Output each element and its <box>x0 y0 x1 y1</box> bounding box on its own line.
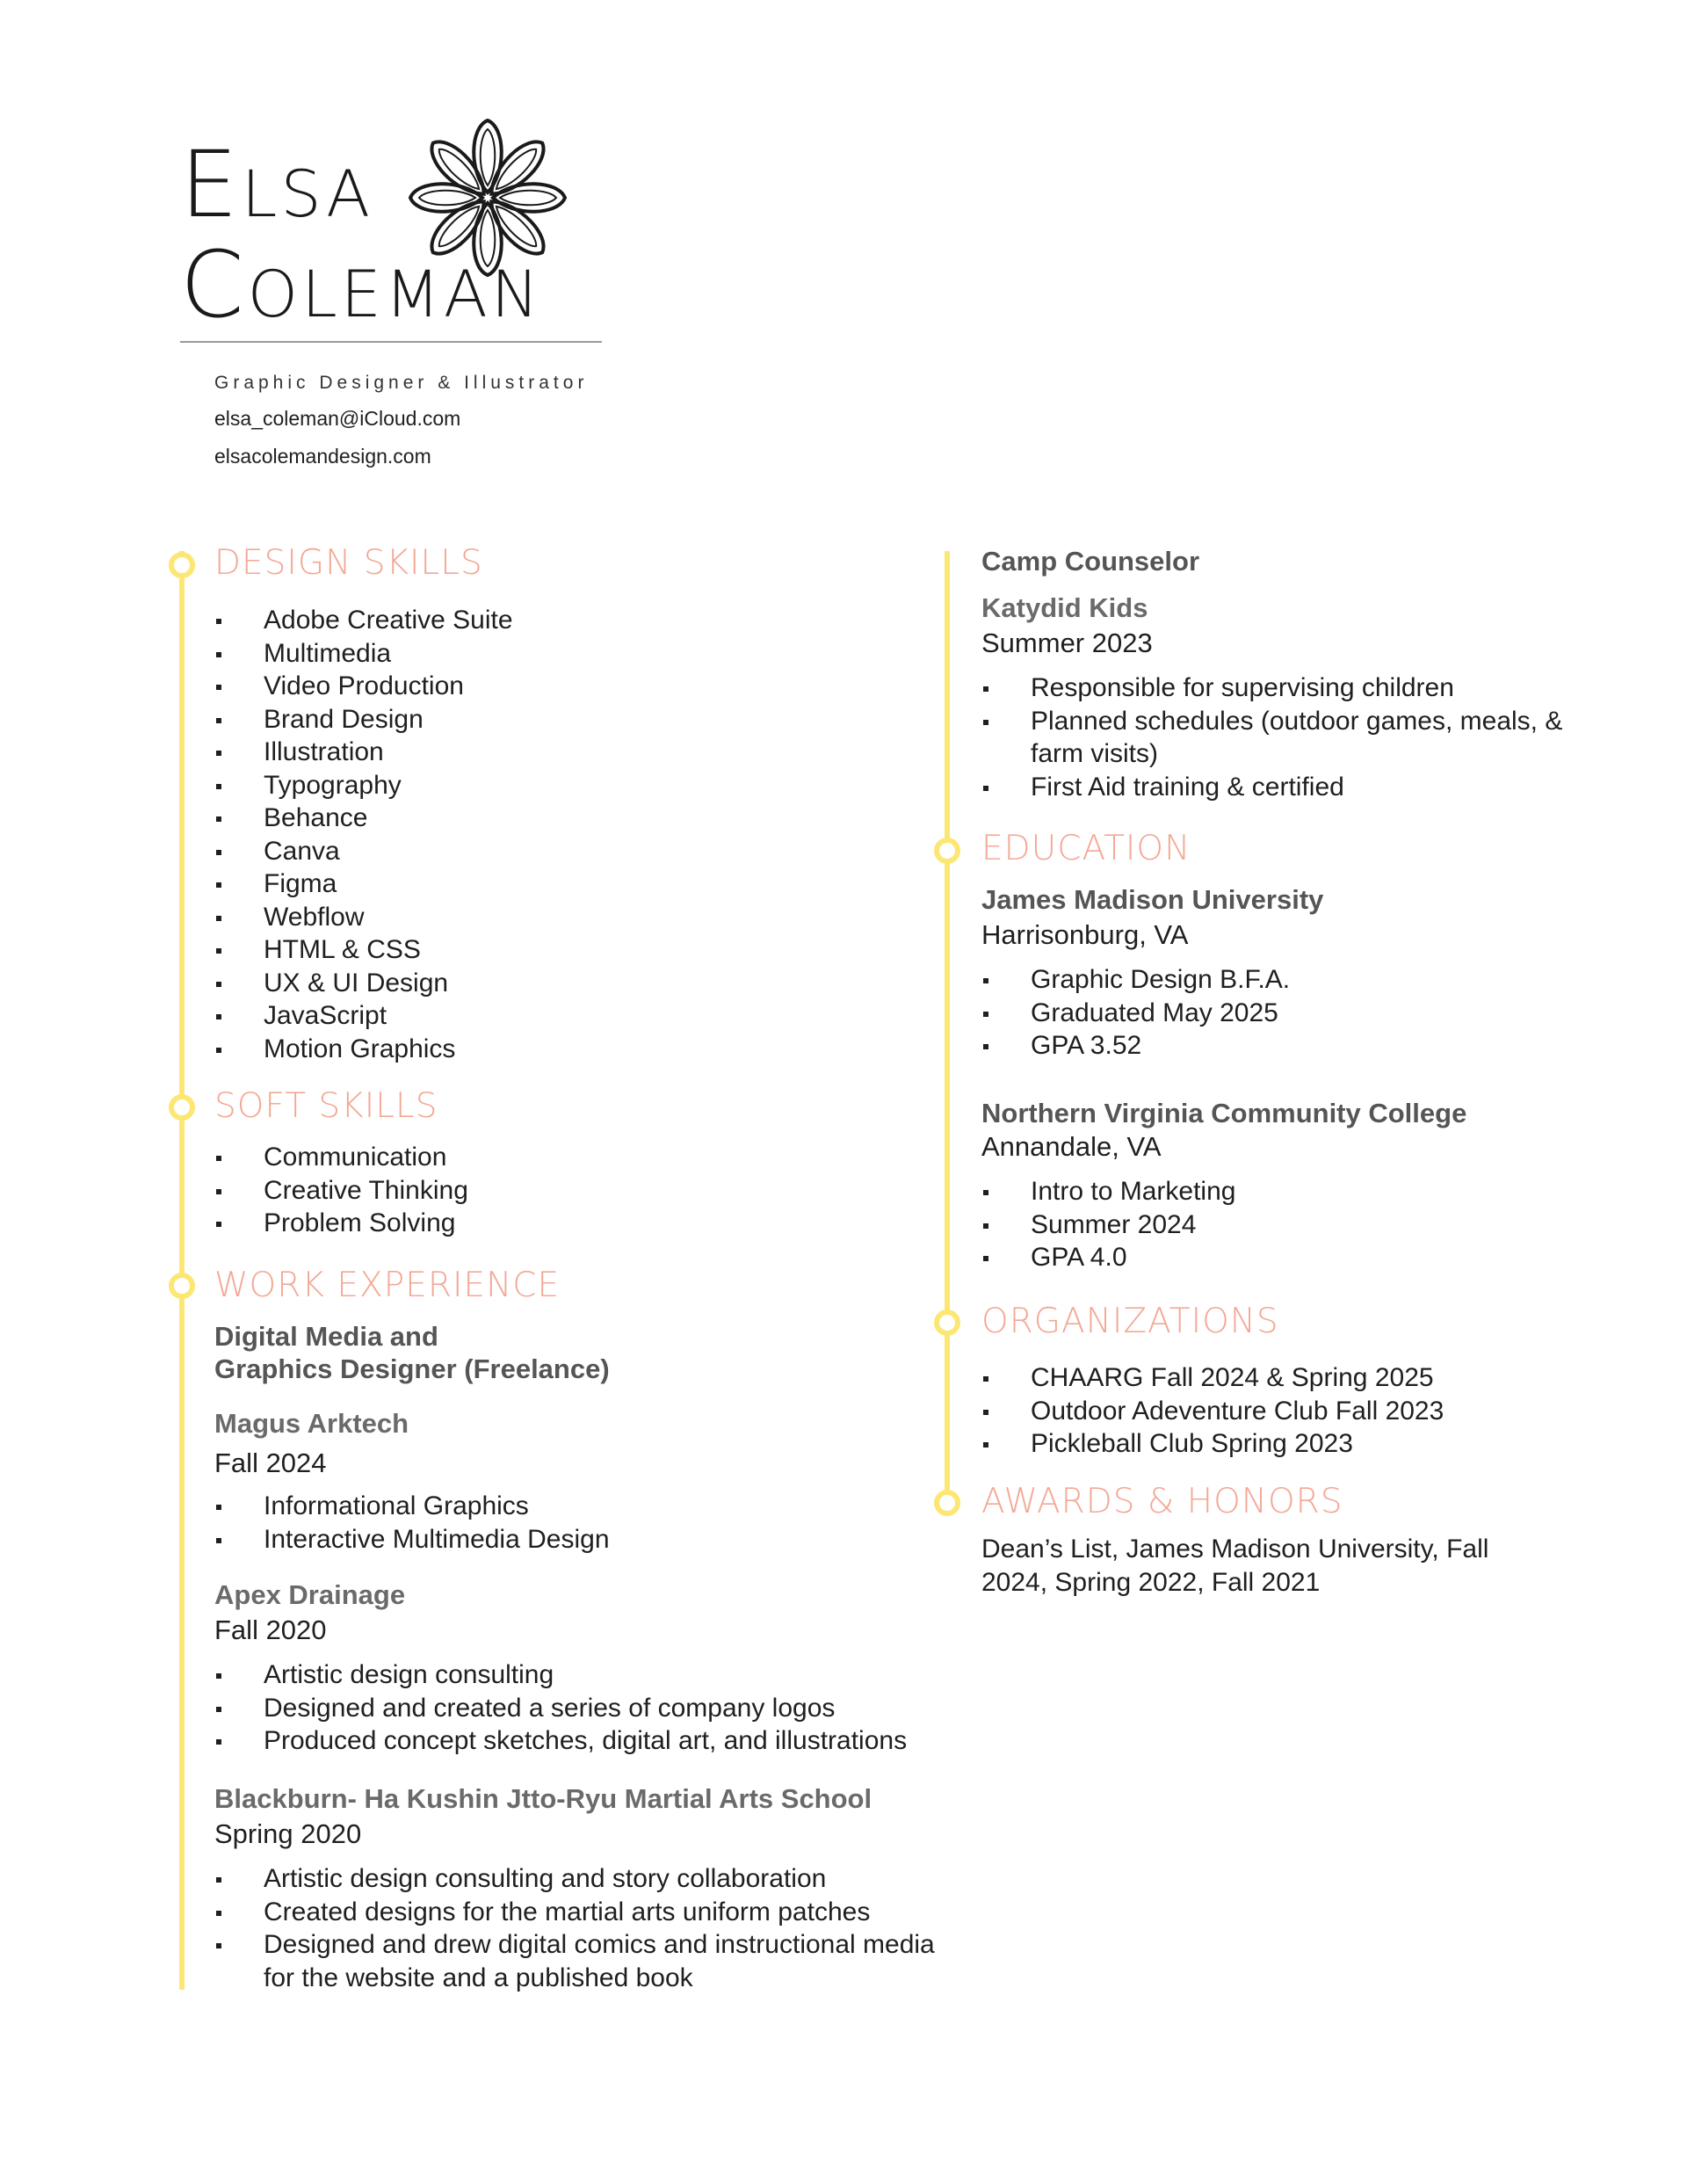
list-item: Brand Design <box>214 703 917 736</box>
timeline-dot-work <box>169 1273 195 1299</box>
freelance-role <box>214 1320 917 1385</box>
school-name: Northern Virginia Community College <box>981 1098 1467 1128</box>
timeline-right <box>945 551 950 1502</box>
design-skills-heading: DESIGN SKILLS <box>214 543 483 583</box>
list-item: Designed and drew digital comics and instructional media for the website and a published book <box>214 1928 944 1994</box>
list-item: JavaScript <box>214 999 917 1033</box>
list-item: Creative Thinking <box>214 1174 917 1208</box>
education-entry <box>981 1097 1649 1274</box>
list-item: Adobe Creative Suite <box>214 604 917 637</box>
list-item: Motion Graphics <box>214 1033 917 1066</box>
job-date: Summer 2023 <box>981 628 1153 658</box>
website-link[interactable]: elsacolemandesign.com <box>214 445 431 468</box>
organizations-heading: ORGANIZATIONS <box>981 1302 1279 1341</box>
awards-text: Dean’s List, James Madison University, Fall 2024, Spring 2022, Fall 2021 <box>981 1535 1489 1597</box>
list-item: Figma <box>214 867 917 901</box>
list-item: Graduated May 2025 <box>981 997 1614 1030</box>
list-item: Summer 2024 <box>981 1208 1649 1242</box>
soft-skills-list-block <box>214 1141 917 1240</box>
list-item: Artistic design consulting <box>214 1658 944 1692</box>
list-item: Informational Graphics <box>214 1490 944 1523</box>
list-item: Multimedia <box>214 637 917 671</box>
education-entry <box>981 883 1614 1063</box>
list-item: First Aid training & certified <box>981 771 1614 804</box>
list-item: Designed and created a series of company logos <box>214 1692 944 1725</box>
job-date: Fall 2024 <box>214 1448 327 1478</box>
list-item: HTML & CSS <box>214 933 917 967</box>
job-date: Fall 2020 <box>214 1614 327 1645</box>
first-name: Elsa <box>180 131 374 238</box>
list-item: Typography <box>214 769 917 802</box>
job-title: Graphic Designer & Illustrator <box>214 373 589 393</box>
school-location: Harrisonburg, VA <box>981 919 1189 950</box>
list-item: Outdoor Adeventure Club Fall 2023 <box>981 1395 1614 1428</box>
school-name: James Madison University <box>981 884 1324 915</box>
education-heading: EDUCATION <box>981 829 1191 868</box>
job-company: Apex Drainage <box>214 1579 406 1610</box>
organizations-list <box>981 1361 1614 1461</box>
list-item: Intro to Marketing <box>981 1175 1649 1208</box>
work-experience-heading: WORK EXPERIENCE <box>214 1266 561 1305</box>
school-location: Annandale, VA <box>981 1131 1162 1162</box>
job-entry <box>214 1406 944 1556</box>
timeline-left <box>179 551 185 1990</box>
job-company: Blackburn- Ha Kushin Jtto-Ryu Martial Arts School <box>214 1783 872 1814</box>
last-name: Coleman <box>180 231 543 338</box>
soft-skills-list <box>214 1141 917 1240</box>
job-company: Magus Arktech <box>214 1408 409 1439</box>
header-divider <box>180 341 602 343</box>
school-bullets <box>981 1175 1649 1274</box>
role-title-line-1: Digital Media and <box>214 1321 438 1352</box>
list-item: Artistic design consulting and story collaboration <box>214 1862 944 1896</box>
awards-heading: AWARDS & HONORS <box>981 1482 1343 1521</box>
job-bullets <box>214 1490 944 1556</box>
timeline-dot-design-skills <box>169 552 195 578</box>
camp-counselor-entry <box>981 545 1614 803</box>
list-item: Behance <box>214 802 917 835</box>
job-date: Spring 2020 <box>214 1818 362 1849</box>
list-item: UX & UI Design <box>214 967 917 1000</box>
list-item: Video Production <box>214 670 917 703</box>
list-item: CHAARG Fall 2024 & Spring 2025 <box>981 1361 1614 1395</box>
job-bullets <box>981 671 1614 803</box>
list-item: Responsible for supervising children <box>981 671 1614 705</box>
list-item: Communication <box>214 1141 917 1174</box>
list-item: GPA 4.0 <box>981 1241 1649 1274</box>
timeline-dot-education <box>934 838 960 864</box>
list-item: Illustration <box>214 736 917 769</box>
list-item: Created designs for the martial arts uniform patches <box>214 1896 944 1929</box>
list-item: Interactive Multimedia Design <box>214 1523 944 1556</box>
design-skills-list-block <box>214 604 917 1065</box>
list-item: Planned schedules (outdoor games, meals, & farm visits) <box>981 705 1614 771</box>
list-item: Graphic Design B.F.A. <box>981 963 1614 997</box>
job-bullets <box>214 1862 944 1994</box>
job-entry <box>214 1781 944 1994</box>
list-item: Produced concept sketches, digital art, and illustrations <box>214 1724 944 1758</box>
list-item: GPA 3.52 <box>981 1029 1614 1063</box>
job-role: Camp Counselor <box>981 546 1200 577</box>
list-item: Webflow <box>214 901 917 934</box>
list-item: Canva <box>214 835 917 868</box>
organizations-list-block <box>981 1361 1614 1461</box>
design-skills-list <box>214 604 917 1065</box>
job-entry <box>214 1578 944 1758</box>
email-link[interactable]: elsa_coleman@iCloud.com <box>214 407 461 430</box>
school-bullets <box>981 963 1614 1063</box>
list-item: Problem Solving <box>214 1207 917 1240</box>
soft-skills-heading: SOFT SKILLS <box>214 1086 438 1126</box>
job-bullets <box>214 1658 944 1758</box>
list-item: Pickleball Club Spring 2023 <box>981 1427 1614 1461</box>
flower-logo-icon <box>400 110 576 286</box>
timeline-dot-soft-skills <box>169 1094 195 1121</box>
job-company: Katydid Kids <box>981 592 1148 623</box>
role-title-line-2: Graphics Designer (Freelance) <box>214 1353 610 1384</box>
timeline-dot-organizations <box>934 1310 960 1336</box>
